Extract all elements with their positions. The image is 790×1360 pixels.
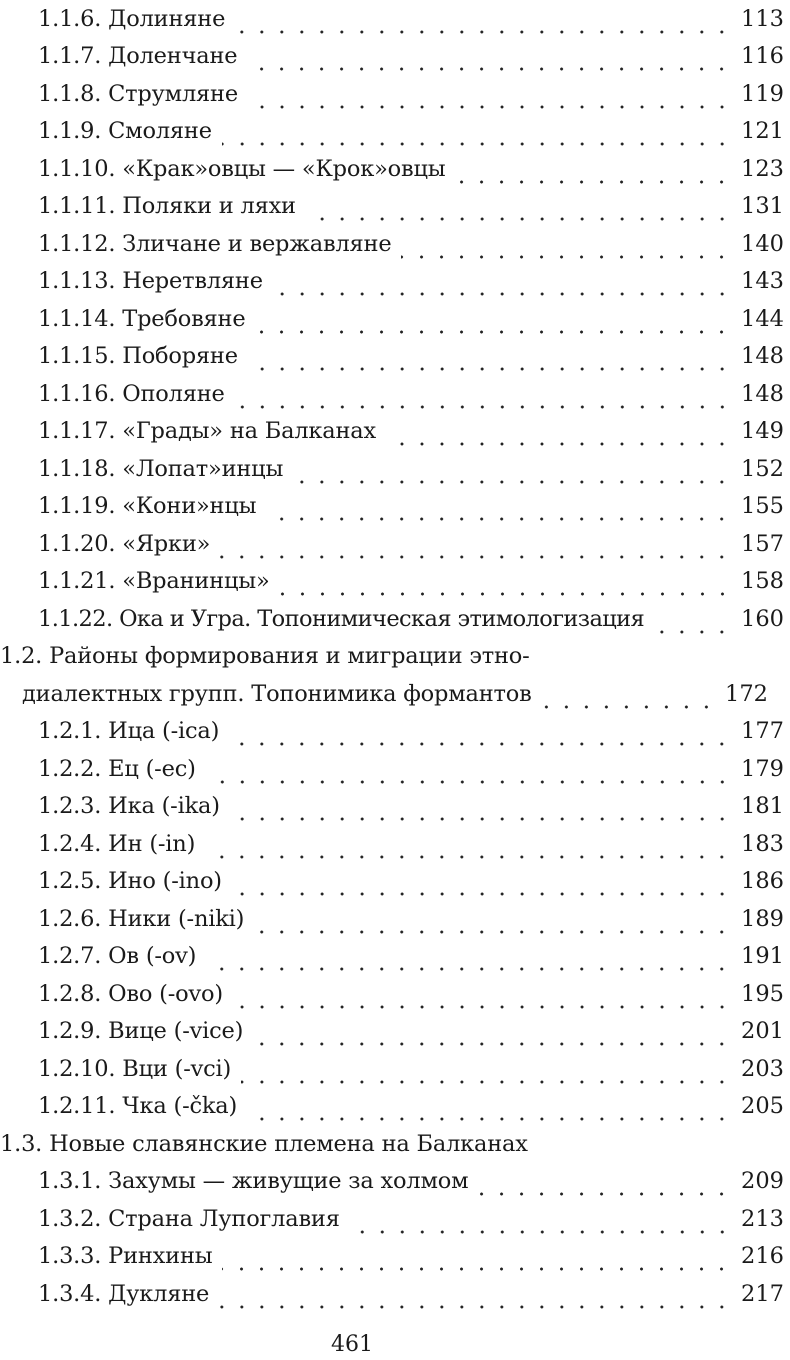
toc-entry bbox=[0, 788, 790, 826]
toc-entry-page: 123 bbox=[741, 155, 784, 182]
dot-leader bbox=[230, 795, 732, 825]
dot-leader bbox=[247, 1095, 732, 1125]
toc-entry-page: 205 bbox=[741, 1093, 784, 1120]
toc-entry-page: 195 bbox=[741, 980, 784, 1007]
toc-entry bbox=[0, 113, 790, 151]
dot-leader bbox=[648, 608, 732, 638]
toc-entry-page: 144 bbox=[741, 305, 784, 332]
toc-entry-title: 1.1.19. «Кони»нцы bbox=[38, 493, 257, 520]
dot-leader bbox=[220, 533, 732, 563]
dot-leader bbox=[233, 983, 732, 1013]
dot-leader bbox=[542, 683, 716, 713]
toc-entry-page: 149 bbox=[741, 418, 784, 445]
dot-leader bbox=[235, 8, 732, 38]
toc-entry-title: 1.1.10. «Крак»овцы — «Крок»овцы bbox=[38, 155, 446, 182]
toc-entry-page: 217 bbox=[741, 1280, 784, 1307]
toc-entry bbox=[0, 600, 790, 638]
toc-entry-title: 1.3.4. Дукляне bbox=[38, 1280, 210, 1307]
toc-entry-title: 1.2.10. Вци (-vci) bbox=[38, 1055, 232, 1082]
toc-entry-page: 189 bbox=[741, 905, 784, 932]
toc-entry bbox=[0, 150, 790, 188]
toc-entry bbox=[0, 263, 790, 301]
toc-entry-title: 1.1.17. «Грады» на Балканах bbox=[38, 418, 377, 445]
dot-leader bbox=[247, 45, 732, 75]
dot-leader bbox=[229, 720, 732, 750]
dot-leader bbox=[478, 1170, 732, 1200]
toc-entry-title: диалектных групп. Топонимика формантов bbox=[22, 680, 532, 707]
toc-entry-title: 1.2.8. Ово (-ovo) bbox=[38, 980, 223, 1007]
toc-entry-page: 181 bbox=[741, 793, 784, 820]
toc-entry bbox=[0, 1013, 790, 1051]
dot-leader bbox=[232, 870, 732, 900]
toc-entry-title: 1.2.1. Ица (-ica) bbox=[38, 718, 220, 745]
dot-leader bbox=[235, 383, 732, 413]
dot-leader bbox=[401, 233, 732, 263]
toc-entry bbox=[0, 225, 790, 263]
toc-entry bbox=[0, 450, 790, 488]
dot-leader bbox=[206, 945, 732, 975]
toc-entry-title: 1.2.2. Ец (-ec) bbox=[38, 755, 196, 782]
toc-entry-title: 1.1.20. «Ярки» bbox=[38, 530, 211, 557]
toc-entry bbox=[0, 525, 790, 563]
dot-leader bbox=[254, 908, 732, 938]
dot-leader bbox=[386, 420, 732, 450]
toc-entry-page: 203 bbox=[741, 1055, 784, 1082]
toc-entry bbox=[0, 938, 790, 976]
toc-entry-title: 1.1.9. Смоляне bbox=[38, 118, 212, 145]
dot-leader bbox=[293, 458, 732, 488]
toc-entry-page: 113 bbox=[741, 5, 784, 32]
toc-section-heading bbox=[0, 638, 752, 676]
toc-entry-page: 177 bbox=[741, 718, 784, 745]
toc-entry-page: 121 bbox=[741, 118, 784, 145]
dot-leader bbox=[266, 495, 732, 525]
toc-entry bbox=[0, 413, 790, 451]
toc-section-heading bbox=[0, 1125, 752, 1163]
toc-entry-title: 1.2.4. Ин (-in) bbox=[38, 830, 196, 857]
toc-entry-page: 148 bbox=[741, 343, 784, 370]
toc-entry bbox=[0, 675, 774, 713]
dot-leader bbox=[241, 1058, 732, 1088]
toc-entry bbox=[0, 750, 790, 788]
dot-leader bbox=[206, 758, 732, 788]
toc-entry-page: 179 bbox=[741, 755, 784, 782]
toc-entry-title: 1.1.12. Зличане и вержавляне bbox=[38, 230, 392, 257]
toc-entry bbox=[0, 0, 790, 38]
toc-entry-title: 1.2.6. Ники (-niki) bbox=[38, 905, 245, 932]
toc-entry bbox=[0, 188, 790, 226]
toc-entry bbox=[0, 713, 790, 751]
toc-entry bbox=[0, 1275, 790, 1313]
toc-entry bbox=[0, 900, 790, 938]
toc-entry bbox=[0, 863, 790, 901]
toc-entry bbox=[0, 1238, 790, 1276]
toc-entry-title: 1.1.13. Неретвляне bbox=[38, 268, 263, 295]
toc-entry-page: 148 bbox=[741, 380, 784, 407]
dot-leader bbox=[455, 158, 732, 188]
toc-entry-title: 1.2. Районы формирования и миграции этно- bbox=[0, 643, 530, 670]
toc-entry-title: 1.2.9. Вице (-vice) bbox=[38, 1018, 244, 1045]
toc-entry-page: 213 bbox=[741, 1205, 784, 1232]
toc-entry bbox=[0, 563, 790, 601]
toc-entry-title: 1.3.2. Страна Лупоглавия bbox=[38, 1205, 340, 1232]
toc-entry bbox=[0, 825, 790, 863]
toc-entry-title: 1.1.16. Ополяне bbox=[38, 380, 225, 407]
toc-entry-title: 1.1.21. «Вранинцы» bbox=[38, 568, 270, 595]
toc-entry-title: 1.3.1. Захумы — живущие за холмом bbox=[38, 1168, 469, 1195]
dot-leader bbox=[253, 1020, 732, 1050]
dot-leader bbox=[350, 1208, 732, 1238]
toc-entry bbox=[0, 488, 790, 526]
toc-entry-page: 186 bbox=[741, 868, 784, 895]
toc-entry-title: 1.1.11. Поляки и ляхи bbox=[38, 193, 296, 220]
toc-entry-page: 152 bbox=[741, 455, 784, 482]
toc-entry bbox=[0, 1050, 790, 1088]
dot-leader bbox=[248, 345, 732, 375]
dot-leader bbox=[219, 1283, 732, 1313]
toc-entry-title: 1.1.22. Ока и Угра. Топонимическая этимологизация bbox=[38, 605, 645, 632]
toc-entry bbox=[0, 300, 790, 338]
toc-entry-title: 1.3. Новые славянские племена на Балканах bbox=[0, 1130, 528, 1157]
dot-leader bbox=[306, 195, 732, 225]
dot-leader bbox=[222, 1245, 732, 1275]
dot-leader bbox=[255, 308, 732, 338]
toc-entry-page: 119 bbox=[741, 80, 784, 107]
toc-entry-title: 1.3.3. Ринхины bbox=[38, 1243, 213, 1270]
toc-entry-page: 157 bbox=[741, 530, 784, 557]
toc-entry bbox=[0, 1200, 790, 1238]
toc-entry-page: 172 bbox=[725, 680, 768, 707]
toc-entry-page: 183 bbox=[741, 830, 784, 857]
toc-entry-page: 131 bbox=[741, 193, 784, 220]
toc-entry-page: 209 bbox=[741, 1168, 784, 1195]
toc-entry-title: 1.2.5. Ино (-ino) bbox=[38, 868, 222, 895]
toc-entry-page: 143 bbox=[741, 268, 784, 295]
toc-entry-title: 1.1.15. Поборяне bbox=[38, 343, 238, 370]
page-number: 461 bbox=[331, 1332, 373, 1357]
toc-entry bbox=[0, 1088, 790, 1126]
dot-leader bbox=[273, 270, 732, 300]
toc-entry-title: 1.1.7. Доленчане bbox=[38, 43, 238, 70]
dot-leader bbox=[205, 833, 732, 863]
toc-entry-page: 158 bbox=[741, 568, 784, 595]
toc-entry bbox=[0, 75, 790, 113]
toc-entry-title: 1.2.3. Ика (-ika) bbox=[38, 793, 220, 820]
toc-entry-title: 1.2.7. Ов (-ov) bbox=[38, 943, 197, 970]
toc-entry bbox=[0, 1163, 790, 1201]
toc-entry-page: 116 bbox=[741, 43, 784, 70]
toc-entry bbox=[0, 338, 790, 376]
toc-entry-page: 160 bbox=[741, 605, 784, 632]
toc-entry-page: 216 bbox=[741, 1243, 784, 1270]
toc-entry-page: 140 bbox=[741, 230, 784, 257]
dot-leader bbox=[280, 570, 732, 600]
toc-entry bbox=[0, 38, 790, 76]
toc-entry-title: 1.1.8. Струмляне bbox=[38, 80, 238, 107]
toc-entry bbox=[0, 975, 790, 1013]
toc-entry-page: 191 bbox=[741, 943, 784, 970]
dot-leader bbox=[222, 120, 732, 150]
dot-leader bbox=[248, 83, 732, 113]
toc-entry-page: 201 bbox=[741, 1018, 784, 1045]
toc-entry-title: 1.2.11. Чка (-čka) bbox=[38, 1093, 238, 1120]
toc-entry-title: 1.1.6. Долиняне bbox=[38, 5, 226, 32]
toc-entry-page: 155 bbox=[741, 493, 784, 520]
toc-entry bbox=[0, 375, 790, 413]
toc-entry-title: 1.1.18. «Лопат»инцы bbox=[38, 455, 284, 482]
toc-entry-title: 1.1.14. Требовяне bbox=[38, 305, 246, 332]
